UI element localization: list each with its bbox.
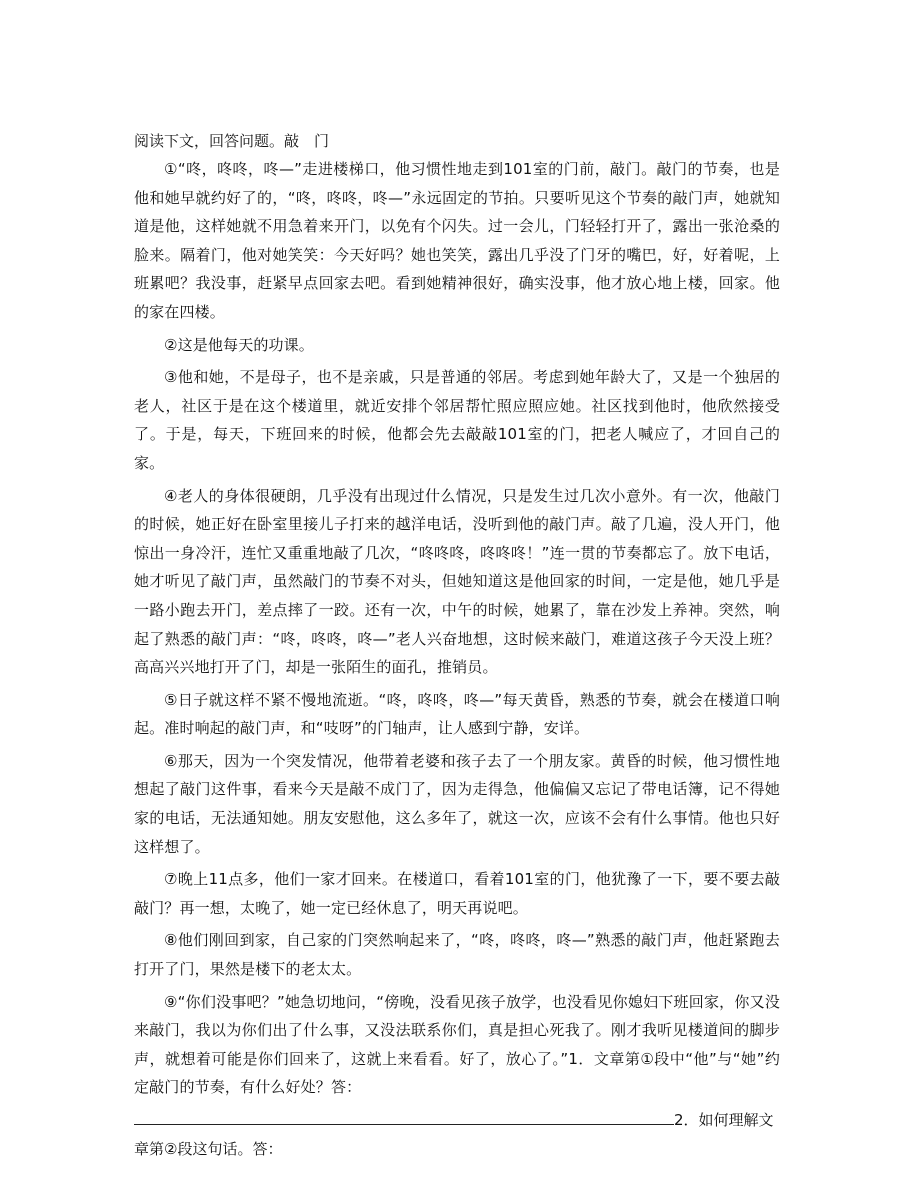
paragraph-9: ⑨“你们没事吧？”她急切地问，“傍晚，没看见孩子放学，也没看见你媳妇下班回家，你又没来敲门，我以为你们出了什么事，又没法联系你们，真是担心死我了。刚才我听见楼道间的脚步声，就想着可能是你们回来了，这就上来看看。好了，放心了。”1．文章第①段中“他”与“她”约定敲门的节奏，有什么好处？答： <box>134 992 780 1097</box>
paragraph-8: ⑧他们刚回到家，自己家的门突然响起来了，“咚，咚咚，咚—”熟悉的敲门声，他赶紧跑去打开了门，果然是楼下的老太太。 <box>134 931 780 979</box>
paragraph-4: ④老人的身体很硬朗，几乎没有出现过什么情况，只是发生过几次小意外。有一次，他敲门的时候，她正好在卧室里接儿子打来的越洋电话，没听到他的敲门声。敲了几遍，没人开门，他惊出一身冷汗，连忙又重重地敲了几次，“咚咚咚，咚咚咚！”连一贯的节奏都忘了。放下电话，她才听见了敲门声，虽然敲门的节奏不对头，但她知道这是他回家的时间，一定是他，她几乎是一路小跑去开门，差点摔了一跤。还有一次，中午的时候，她累了，靠在沙发上养神。突然，响起了熟悉的敲门声：“咚，咚咚，咚—”老人兴奋地想，这时候来敲门，难道这孩子今天没上班？高高兴兴地打开了门，却是一张陌生的面孔，推销员。 <box>134 486 780 677</box>
page-title: 阅读下文，回答问题。敲 门 <box>134 132 330 150</box>
question-2-continued: 章第②段这句话。答： <box>134 1139 283 1158</box>
document-page <box>134 127 780 1163</box>
paragraph-2: ②这是他每天的功课。 <box>164 335 314 354</box>
question-2-line <box>134 1106 780 1135</box>
paragraph-7: ⑦晚上11点多，他们一家才回来。在楼道口，看着101室的门，他犹豫了一下，要不要去敲敲门？再一想，太晚了，她一定已经休息了，明天再说吧。 <box>134 870 780 917</box>
question-2-start: 2．如何理解文 <box>674 1111 774 1129</box>
answer-line[interactable] <box>134 1108 674 1125</box>
paragraph-1: ①“咚，咚咚，咚—”走进楼梯口，他习惯性地走到101室的门前，敲门。敲门的节奏，也是他和她早就约好了的，“咚，咚咚，咚—”永远固定的节拍。只要听见这个节奏的敲门声，她就知道是他，这样她就不用急着来开门，以免有个闪失。过一会儿，门轻轻打开了，露出一张沧桑的脸来。隔着门，他对她笑笑：今天好吗？她也笑笑，露出几乎没了门牙的嘴巴，好，好着呢，上班累吧？我没事，赶紧早点回家去吧。看到她精神很好，确实没事，他才放心地上楼，回家。他的家在四楼。 <box>134 160 780 321</box>
paragraph-3: ③他和她，不是母子，也不是亲戚，只是普通的邻居。考虑到她年龄大了，又是一个独居的老人，社区于是在这个楼道里，就近安排个邻居帮忙照应照应她。社区找到他时，他欣然接受了。于是，每天，下班回来的时候，他都会先去敲敲101室的门，把老人喊应了，才回自己的家。 <box>134 368 780 472</box>
paragraph-6: ⑥那天，因为一个突发情况，他带着老婆和孩子去了一个朋友家。黄昏的时候，他习惯性地想起了敲门这件事，看来今天是敲不成门了，因为走得急，他偏偏又忘记了带电话簿，记不得她家的电话，无法通知她。朋友安慰他，这么多年了，就这一次，应该不会有什么事情。他也只好这样想了。 <box>134 751 780 856</box>
paragraph-5: ⑤日子就这样不紧不慢地流逝。“咚，咚咚，咚—”每天黄昏，熟悉的节奏，就会在楼道口响起。准时响起的敲门声，和“吱呀”的门轴声，让人感到宁静，安详。 <box>134 690 780 738</box>
